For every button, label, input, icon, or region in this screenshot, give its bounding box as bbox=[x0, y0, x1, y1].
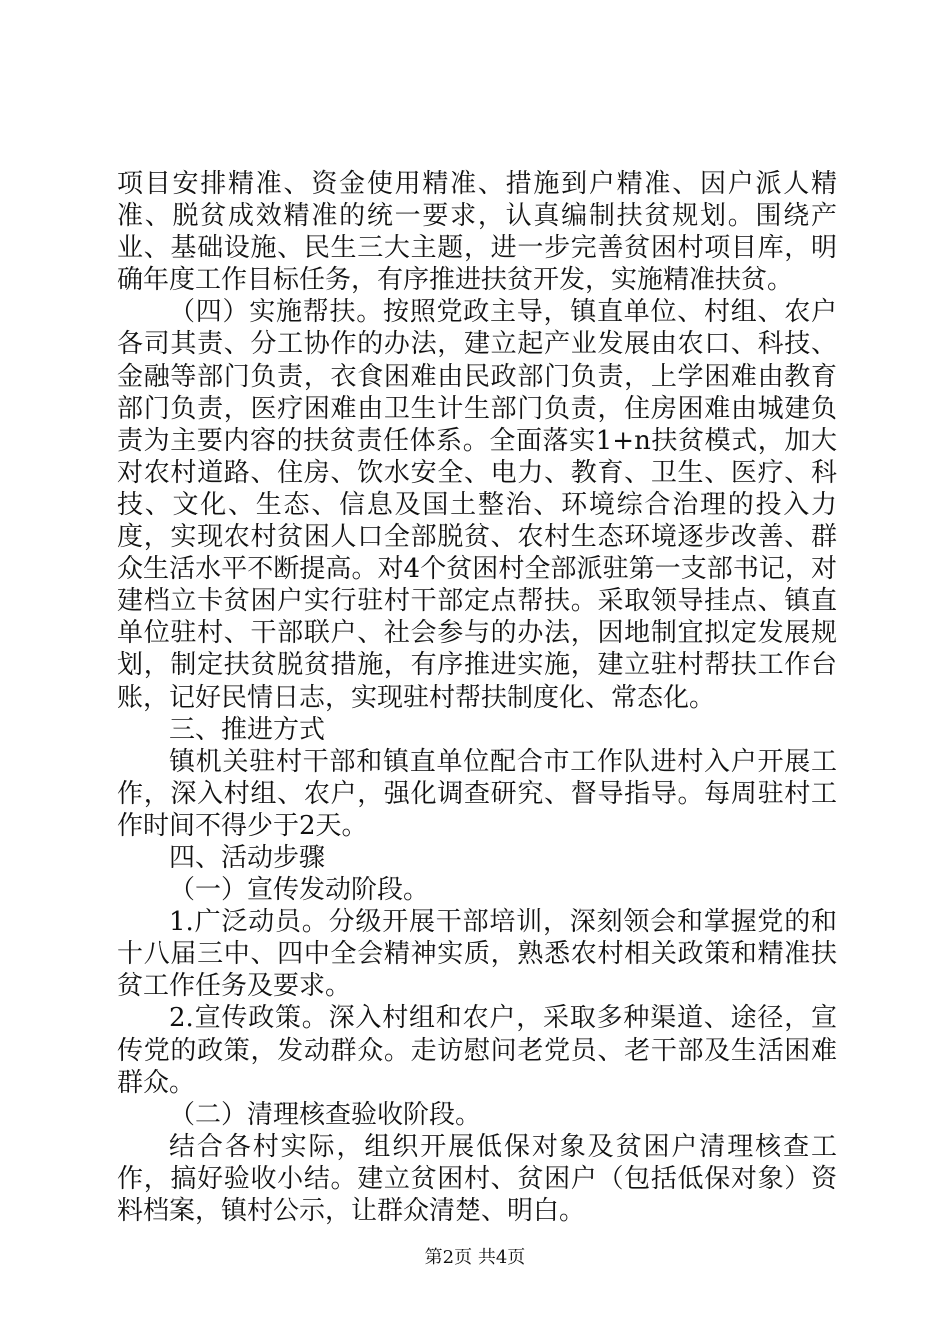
page-footer: 第2页 共4页 bbox=[424, 1247, 526, 1268]
section-heading: 四、活动步骤 bbox=[169, 842, 326, 873]
subsection-heading: （一）宣传发动阶段。 bbox=[169, 875, 430, 906]
paragraph: 镇机关驻村干部和镇直单位配合市工作队进村入户开展工作，深入村组、农户，强化调查研究、督导指导。每周驻村工作时间不得少于2天。 bbox=[117, 746, 837, 841]
section-heading: 三、推进方式 bbox=[169, 714, 326, 745]
subsection-heading: （二）清理核查验收阶段。 bbox=[169, 1099, 482, 1130]
paragraph: 结合各村实际，组织开展低保对象及贫困户清理核查工作，搞好验收小结。建立贫困村、贫困户（包括低保对象）资料档案，镇村公示，让群众清楚、明白。 bbox=[117, 1131, 837, 1226]
paragraph: 1.广泛动员。分级开展干部培训，深刻领会和掌握党的和十八届三中、四中全会精神实质，熟悉农村相关政策和精准扶贫工作任务及要求。 bbox=[117, 907, 837, 1002]
paragraph: 项目安排精准、资金使用精准、措施到户精准、因户派人精准、脱贫成效精准的统一要求，认真编制扶贫规划。围绕产业、基础设施、民生三大主题，进一步完善贫困村项目库，明确年度工作目标任务，有序推进扶贫开发，实施精准扶贫。 bbox=[117, 169, 837, 296]
paragraph: （四）实施帮扶。按照党政主导，镇直单位、村组、农户各司其责、分工协作的办法，建立起产业发展由农口、科技、金融等部门负责，衣食困难由民政部门负责，上学困难由教育部门负责，医疗困难由卫生计生部门负责，住房困难由城建负责为主要内容的扶贫责任体系。全面落实1+n扶贫模式，加大对农村道路、住房、饮水安全、电力、教育、卫生、医疗、科技、文化、生态、信息及国土整治、环境综合治理的投入力度，实现农村贫困人口全部脱贫、农村生态环境逐步改善、群众生活水平不断提高。对4个贫困村全部派驻第一支部书记，对建档立卡贫困户实行驻村干部定点帮扶。采取领导挂点、镇直单位驻村、干部联户、社会参与的办法，因地制宜拟定发展规划，制定扶贫脱贫措施，有序推进实施，建立驻村帮扶工作台账，记好民情日志，实现驻村帮扶制度化、常态化。 bbox=[117, 297, 837, 713]
paragraph: 2.宣传政策。深入村组和农户，采取多种渠道、途径，宣传党的政策，发动群众。走访慰问老党员、老干部及生活困难群众。 bbox=[117, 1003, 837, 1098]
document-body bbox=[117, 168, 837, 1227]
